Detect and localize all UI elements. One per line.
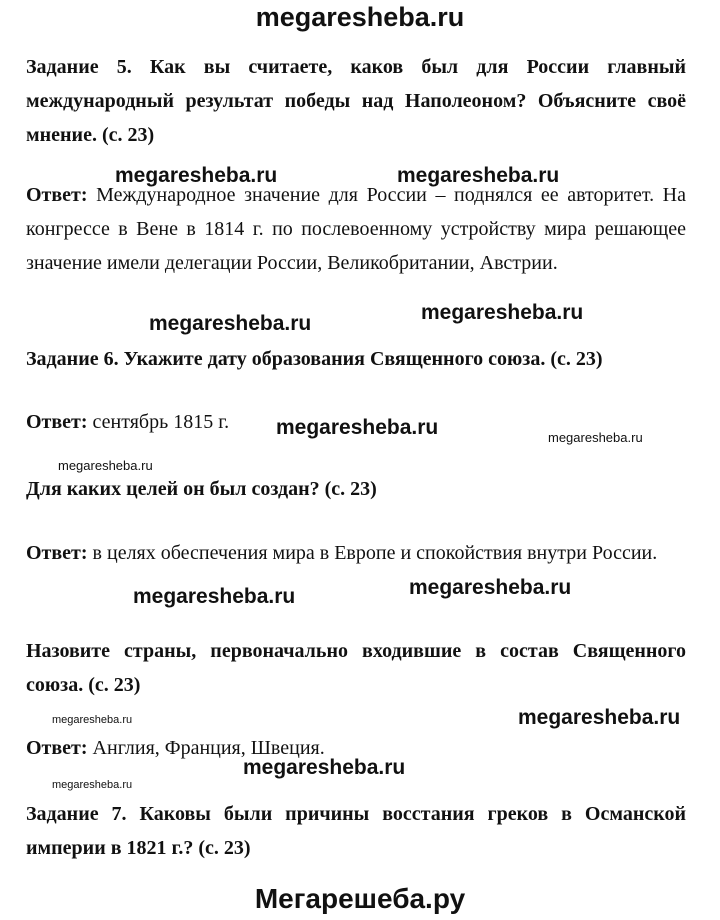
watermark: megaresheba.ru — [243, 756, 406, 779]
answer-text: Англия, Франция, Швеция. — [87, 737, 325, 759]
answer-label: Ответ: — [26, 184, 88, 206]
answer-label: Ответ: — [26, 737, 88, 759]
watermark: megaresheba.ru — [149, 312, 312, 335]
answer-label: Ответ: — [26, 542, 88, 564]
watermark: megaresheba.ru — [276, 416, 439, 439]
watermark: megaresheba.ru — [548, 430, 643, 445]
watermark: megaresheba.ru — [52, 779, 133, 791]
watermark: megaresheba.ru — [421, 301, 584, 324]
watermark: megaresheba.ru — [397, 164, 560, 187]
answer-label: Ответ: — [26, 411, 88, 433]
task5-question: Задание 5. Как вы считаете, каков был для России главный международный результат победы над Наполеоном? Объясните своё мнение. (с. 23) — [26, 56, 686, 146]
watermark: megaresheba.ru — [52, 714, 133, 726]
watermark: megaresheba.ru — [518, 706, 681, 729]
site-footer: Мегарешеба.ру — [254, 883, 466, 914]
task5-answer — [26, 178, 686, 280]
task6-answer-purpose — [26, 536, 686, 570]
watermark: megaresheba.ru — [409, 576, 572, 599]
task6-question-countries: Назовите страны, первоначально входившие в состав Священного союза. (с. 23) — [26, 640, 686, 696]
task7-question: Задание 7. Каковы были причины восстания греков в Османской империи в 1821 г.? (с. 23) — [26, 803, 686, 859]
task6-question: Задание 6. Укажите дату образования Священного союза. (с. 23) — [26, 348, 603, 370]
answer-text: сентябрь 1815 г. — [87, 411, 230, 433]
watermark: megaresheba.ru — [58, 458, 153, 473]
answer-text: Международное значение для России – поднялся ее авторитет. На конгрессе в Вене в 1814 г. по послевоенному устройству мира решающее значение имели делегации России, Великобритании, Австрии. — [26, 184, 686, 274]
site-header: megaresheba.ru — [255, 2, 465, 32]
watermark: megaresheba.ru — [133, 585, 296, 608]
watermark: megaresheba.ru — [115, 164, 278, 187]
answer-text: в целях обеспечения мира в Европе и спокойствия внутри России. — [87, 542, 658, 564]
task6-question-purpose: Для каких целей он был создан? (с. 23) — [26, 478, 377, 500]
